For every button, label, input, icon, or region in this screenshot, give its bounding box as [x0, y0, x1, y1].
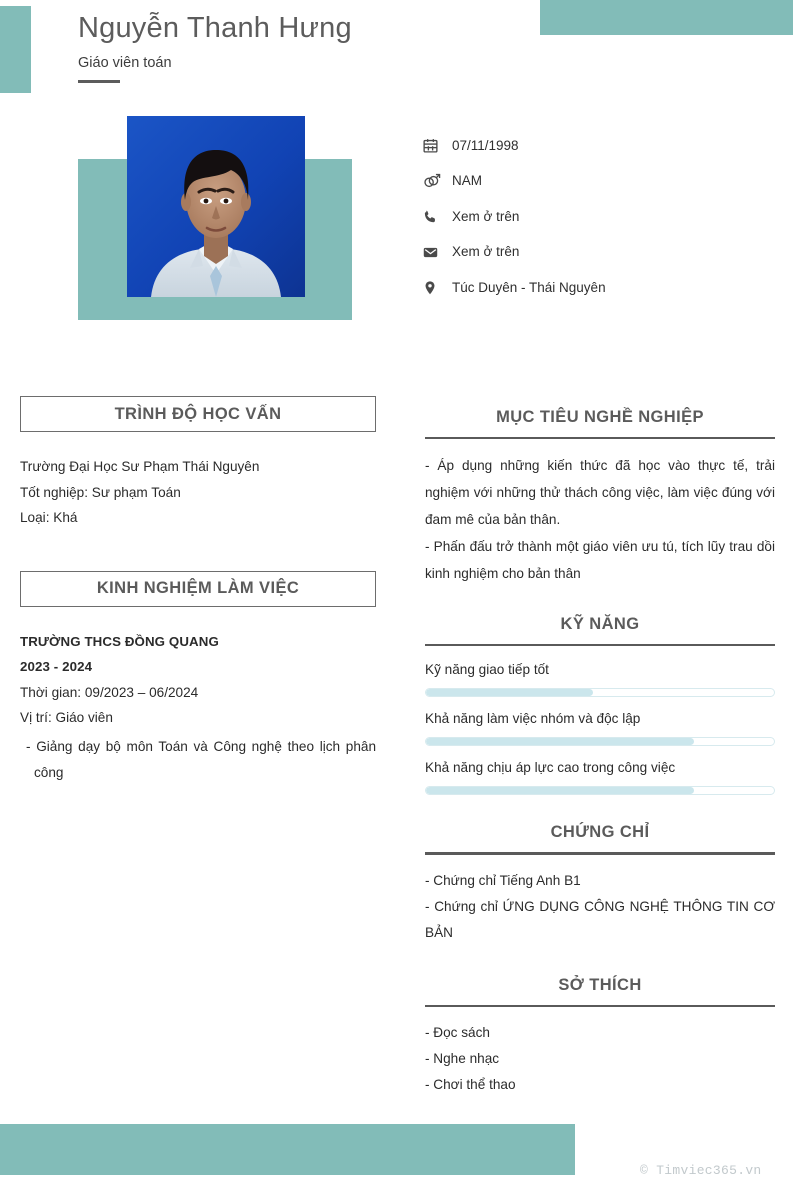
- location-pin-icon: [422, 279, 452, 297]
- experience-years: 2023 - 2024: [20, 659, 93, 674]
- objective-heading: MỤC TIÊU NGHỀ NGHIỆP: [496, 408, 704, 426]
- hobbies-heading: SỞ THÍCH: [558, 975, 642, 994]
- certificates-heading: CHỨNG CHỈ: [550, 823, 650, 842]
- accent-bar-top-right: [540, 0, 793, 35]
- section-spacer: [425, 587, 775, 612]
- right-column: [425, 405, 775, 1098]
- contact-value-address: Túc Duyên - Thái Nguyên: [452, 279, 606, 295]
- contact-value-birthdate: 07/11/1998: [452, 137, 519, 153]
- education-line-grade: Loại: Khá: [20, 510, 78, 525]
- section-spacer: [425, 806, 775, 820]
- title-underline-rule: [78, 80, 120, 83]
- skill-label: Khả năng làm việc nhóm và độc lập: [425, 711, 641, 727]
- experience-duty: - Giảng dạy bộ môn Toán và Công nghệ theo lịch phân công: [26, 738, 376, 780]
- left-column: [20, 396, 376, 786]
- skill-progress-fill: [426, 787, 694, 794]
- hobby-item: - Chơi thể thao: [425, 1076, 516, 1092]
- objective-paragraph: - Phấn đấu trở thành một giáo viên ưu tú, tích lũy trau dồi kinh nghiệm cho bản thân: [425, 539, 775, 582]
- experience-company: TRƯỜNG THCS ĐỒNG QUANG: [20, 633, 219, 649]
- accent-bar-bottom: [0, 1124, 575, 1175]
- skill-item: [425, 659, 775, 697]
- experience-position: Vị trí: Giáo viên: [20, 710, 113, 725]
- skill-progress-fill: [426, 738, 694, 745]
- section-skills: [425, 612, 775, 795]
- experience-period: Thời gian: 09/2023 – 06/2024: [20, 684, 199, 700]
- certificate-item: - Chứng chỉ Tiếng Anh B1: [425, 872, 581, 888]
- objective-paragraph: - Áp dụng những kiến thức đã học vào thực tế, trải nghiệm với những thử thách công việc, làm việc đúng với đam mê của bản thân.: [425, 458, 775, 528]
- hobbies-rule: [425, 1005, 775, 1007]
- accent-bar-left: [0, 6, 31, 93]
- hobby-item: - Đọc sách: [425, 1024, 490, 1040]
- education-heading-text: TRÌNH ĐỘ HỌC VẤN: [114, 404, 282, 423]
- skill-progress-track: [425, 737, 775, 746]
- skill-item: [425, 708, 775, 746]
- experience-entry: [20, 629, 376, 786]
- education-line-major: Tốt nghiệp: Sư phạm Toán: [20, 484, 181, 500]
- contact-info-list: [422, 128, 782, 306]
- section-experience: [20, 571, 376, 786]
- contact-row-address: [422, 270, 782, 306]
- section-certificates: [425, 820, 775, 945]
- email-icon: [422, 244, 452, 261]
- section-spacer: [20, 531, 376, 571]
- skill-item: [425, 757, 775, 795]
- header: [78, 8, 538, 83]
- certificates-rule: [425, 852, 775, 854]
- skill-progress-track: [425, 786, 775, 795]
- candidate-job-title: Giáo viên toán: [78, 55, 172, 71]
- contact-value-email: Xem ở trên: [452, 244, 520, 260]
- experience-heading: [20, 571, 376, 607]
- gender-icon: [422, 172, 452, 191]
- calendar-icon: [422, 137, 452, 154]
- experience-heading-text: KINH NGHIỆM LÀM VIỆC: [96, 579, 300, 597]
- contact-row-gender: [422, 164, 782, 200]
- footer-credit: © Timviec365.vn: [640, 1163, 762, 1178]
- contact-value-phone: Xem ở trên: [452, 208, 520, 224]
- hobby-item: - Nghe nhạc: [425, 1050, 500, 1066]
- contact-value-gender: NAM: [452, 173, 482, 189]
- skill-label: Khả năng chịu áp lực cao trong công việc: [425, 760, 676, 776]
- certificate-item: - Chứng chỉ ỨNG DỤNG CÔNG NGHỆ THÔNG TIN CƠ BẢN: [425, 898, 775, 940]
- contact-row-phone: [422, 199, 782, 235]
- candidate-photo: [127, 116, 305, 297]
- section-objective: [425, 405, 775, 587]
- section-hobbies: [425, 973, 775, 1098]
- contact-row-birthdate: [422, 128, 782, 164]
- objective-rule: [425, 437, 775, 439]
- candidate-name: Nguyễn Thanh Hưng: [78, 12, 352, 44]
- section-education: [20, 396, 376, 531]
- education-line-school: Trường Đại Học Sư Phạm Thái Nguyên: [20, 459, 260, 474]
- phone-icon: [422, 209, 452, 225]
- skills-rule: [425, 644, 775, 646]
- education-heading: [20, 396, 376, 432]
- skills-heading: KỸ NĂNG: [560, 615, 640, 634]
- skill-label: Kỹ năng giao tiếp tốt: [425, 662, 549, 678]
- contact-row-email: [422, 235, 782, 271]
- skill-progress-fill: [426, 689, 593, 696]
- skill-progress-track: [425, 688, 775, 697]
- section-spacer: [425, 946, 775, 973]
